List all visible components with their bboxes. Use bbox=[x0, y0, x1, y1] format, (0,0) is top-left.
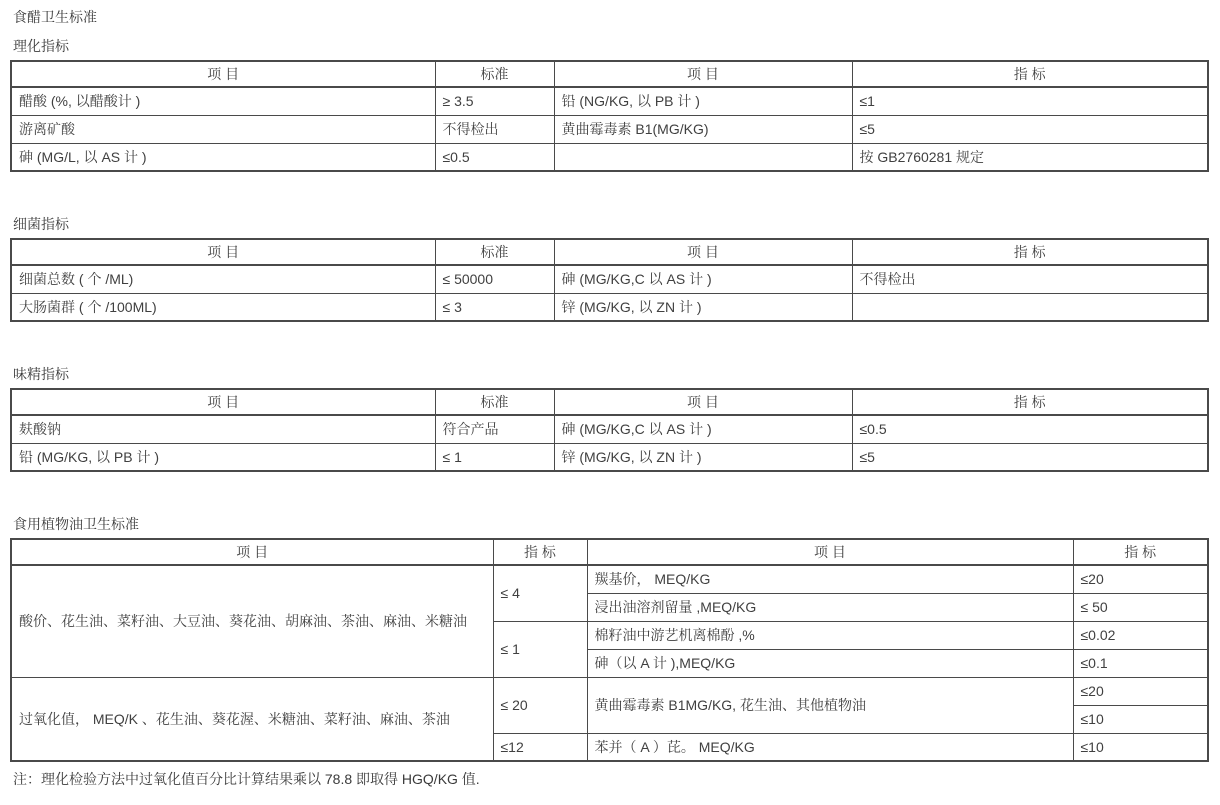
table-row bbox=[11, 677, 1208, 705]
vegetable-oil-table bbox=[10, 538, 1209, 762]
value-cell: 不得检出 bbox=[852, 265, 1208, 293]
section-title-msg: 味精指标 bbox=[13, 366, 69, 382]
item-cell: 铅 (MG/KG, 以 PB 计 ) bbox=[11, 443, 435, 471]
value-cell: ≤12 bbox=[493, 733, 587, 761]
header-row bbox=[11, 389, 1208, 415]
column-header-indicator: 指 标 bbox=[493, 539, 587, 565]
item-cell: 砷 (MG/L, 以 AS 计 ) bbox=[11, 143, 435, 171]
value-cell: ≤0.5 bbox=[435, 143, 554, 171]
item-cell: 苯并（ A ）芘。 MEQ/KG bbox=[587, 733, 1073, 761]
bacteria-table bbox=[10, 238, 1209, 322]
item-cell: 锌 (MG/KG, 以 ZN 计 ) bbox=[554, 443, 852, 471]
item-cell: 铅 (NG/KG, 以 PB 计 ) bbox=[554, 87, 852, 115]
section-title-bacteria: 细菌指标 bbox=[13, 216, 69, 232]
item-cell: 麸酸钠 bbox=[11, 415, 435, 443]
column-header-item: 项 目 bbox=[554, 239, 852, 265]
header-row bbox=[11, 239, 1208, 265]
table-row bbox=[11, 443, 1208, 471]
column-header-item: 项 目 bbox=[554, 61, 852, 87]
value-cell: ≤0.02 bbox=[1073, 621, 1208, 649]
table-row bbox=[11, 565, 1208, 593]
item-cell-aflatoxin: 黄曲霉毒素 B1MG/KG, 花生油、其他植物油 bbox=[587, 677, 1073, 733]
item-cell: 大肠菌群 ( 个 /100ML) bbox=[11, 293, 435, 321]
item-cell-acid-value-oils: 酸价、花生油、菜籽油、大豆油、葵花油、胡麻油、茶油、麻油、米糖油 bbox=[11, 565, 493, 677]
value-cell: ≤5 bbox=[852, 443, 1208, 471]
item-cell: 醋酸 (%, 以醋酸计 ) bbox=[11, 87, 435, 115]
column-header-indicator: 指 标 bbox=[852, 61, 1208, 87]
value-cell: ≤ 20 bbox=[493, 677, 587, 733]
footnote: 注：理化检验方法中过氧化值百分比计算结果乘以 78.8 即取得 HGQ/KG 值. bbox=[13, 771, 480, 787]
item-cell: 砷 (MG/KG,C 以 AS 计 ) bbox=[554, 265, 852, 293]
value-cell: ≤1 bbox=[852, 87, 1208, 115]
item-cell: 游离矿酸 bbox=[11, 115, 435, 143]
value-cell: ≤ 1 bbox=[435, 443, 554, 471]
value-cell: ≥ 3.5 bbox=[435, 87, 554, 115]
column-header-item: 项 目 bbox=[11, 239, 435, 265]
value-cell: ≤10 bbox=[1073, 705, 1208, 733]
table-row bbox=[11, 115, 1208, 143]
value-cell: ≤0.5 bbox=[852, 415, 1208, 443]
value-cell: ≤ 3 bbox=[435, 293, 554, 321]
item-cell: 棉籽油中游艺机离棉酚 ,% bbox=[587, 621, 1073, 649]
value-cell: ≤ 50 bbox=[1073, 593, 1208, 621]
table-row bbox=[11, 87, 1208, 115]
value-cell: 按 GB2760281 规定 bbox=[852, 143, 1208, 171]
value-cell: ≤ 1 bbox=[493, 621, 587, 677]
value-cell: ≤10 bbox=[1073, 733, 1208, 761]
column-header-item: 项 目 bbox=[11, 389, 435, 415]
page-title: 食醋卫生标准 bbox=[13, 9, 97, 25]
value-cell: ≤20 bbox=[1073, 677, 1208, 705]
value-cell: ≤5 bbox=[852, 115, 1208, 143]
item-cell: 黄曲霉毒素 B1(MG/KG) bbox=[554, 115, 852, 143]
item-cell: 锌 (MG/KG, 以 ZN 计 ) bbox=[554, 293, 852, 321]
value-cell: 不得检出 bbox=[435, 115, 554, 143]
column-header-item: 项 目 bbox=[554, 389, 852, 415]
column-header-standard: 标准 bbox=[435, 239, 554, 265]
column-header-indicator: 指 标 bbox=[1073, 539, 1208, 565]
section-title-vegetable-oil: 食用植物油卫生标准 bbox=[13, 516, 139, 532]
header-row bbox=[11, 61, 1208, 87]
column-header-item: 项 目 bbox=[11, 61, 435, 87]
column-header-item: 项 目 bbox=[11, 539, 493, 565]
value-cell: ≤ 50000 bbox=[435, 265, 554, 293]
value-cell bbox=[852, 293, 1208, 321]
section-title-physicochemical: 理化指标 bbox=[13, 38, 69, 54]
column-header-standard: 标准 bbox=[435, 389, 554, 415]
table-row bbox=[11, 293, 1208, 321]
item-cell: 砷（以 A 计 ),MEQ/KG bbox=[587, 649, 1073, 677]
column-header-standard: 标准 bbox=[435, 61, 554, 87]
value-cell: ≤20 bbox=[1073, 565, 1208, 593]
column-header-item: 项 目 bbox=[587, 539, 1073, 565]
item-cell-peroxide-oils: 过氧化值， MEQ/K 、花生油、葵花渥、米糖油、菜籽油、麻油、茶油 bbox=[11, 677, 493, 761]
item-cell: 浸出油溶剂留量 ,MEQ/KG bbox=[587, 593, 1073, 621]
physicochemical-table bbox=[10, 60, 1209, 172]
value-cell: ≤0.1 bbox=[1073, 649, 1208, 677]
msg-table bbox=[10, 388, 1209, 472]
value-cell: ≤ 4 bbox=[493, 565, 587, 621]
table-row bbox=[11, 143, 1208, 171]
item-cell: 细菌总数 ( 个 /ML) bbox=[11, 265, 435, 293]
value-cell: 符合产品 bbox=[435, 415, 554, 443]
item-cell: 羰基价， MEQ/KG bbox=[587, 565, 1073, 593]
header-row bbox=[11, 539, 1208, 565]
column-header-indicator: 指 标 bbox=[852, 389, 1208, 415]
item-cell: 砷 (MG/KG,C 以 AS 计 ) bbox=[554, 415, 852, 443]
column-header-indicator: 指 标 bbox=[852, 239, 1208, 265]
item-cell bbox=[554, 143, 852, 171]
table-row bbox=[11, 265, 1208, 293]
table-row bbox=[11, 415, 1208, 443]
